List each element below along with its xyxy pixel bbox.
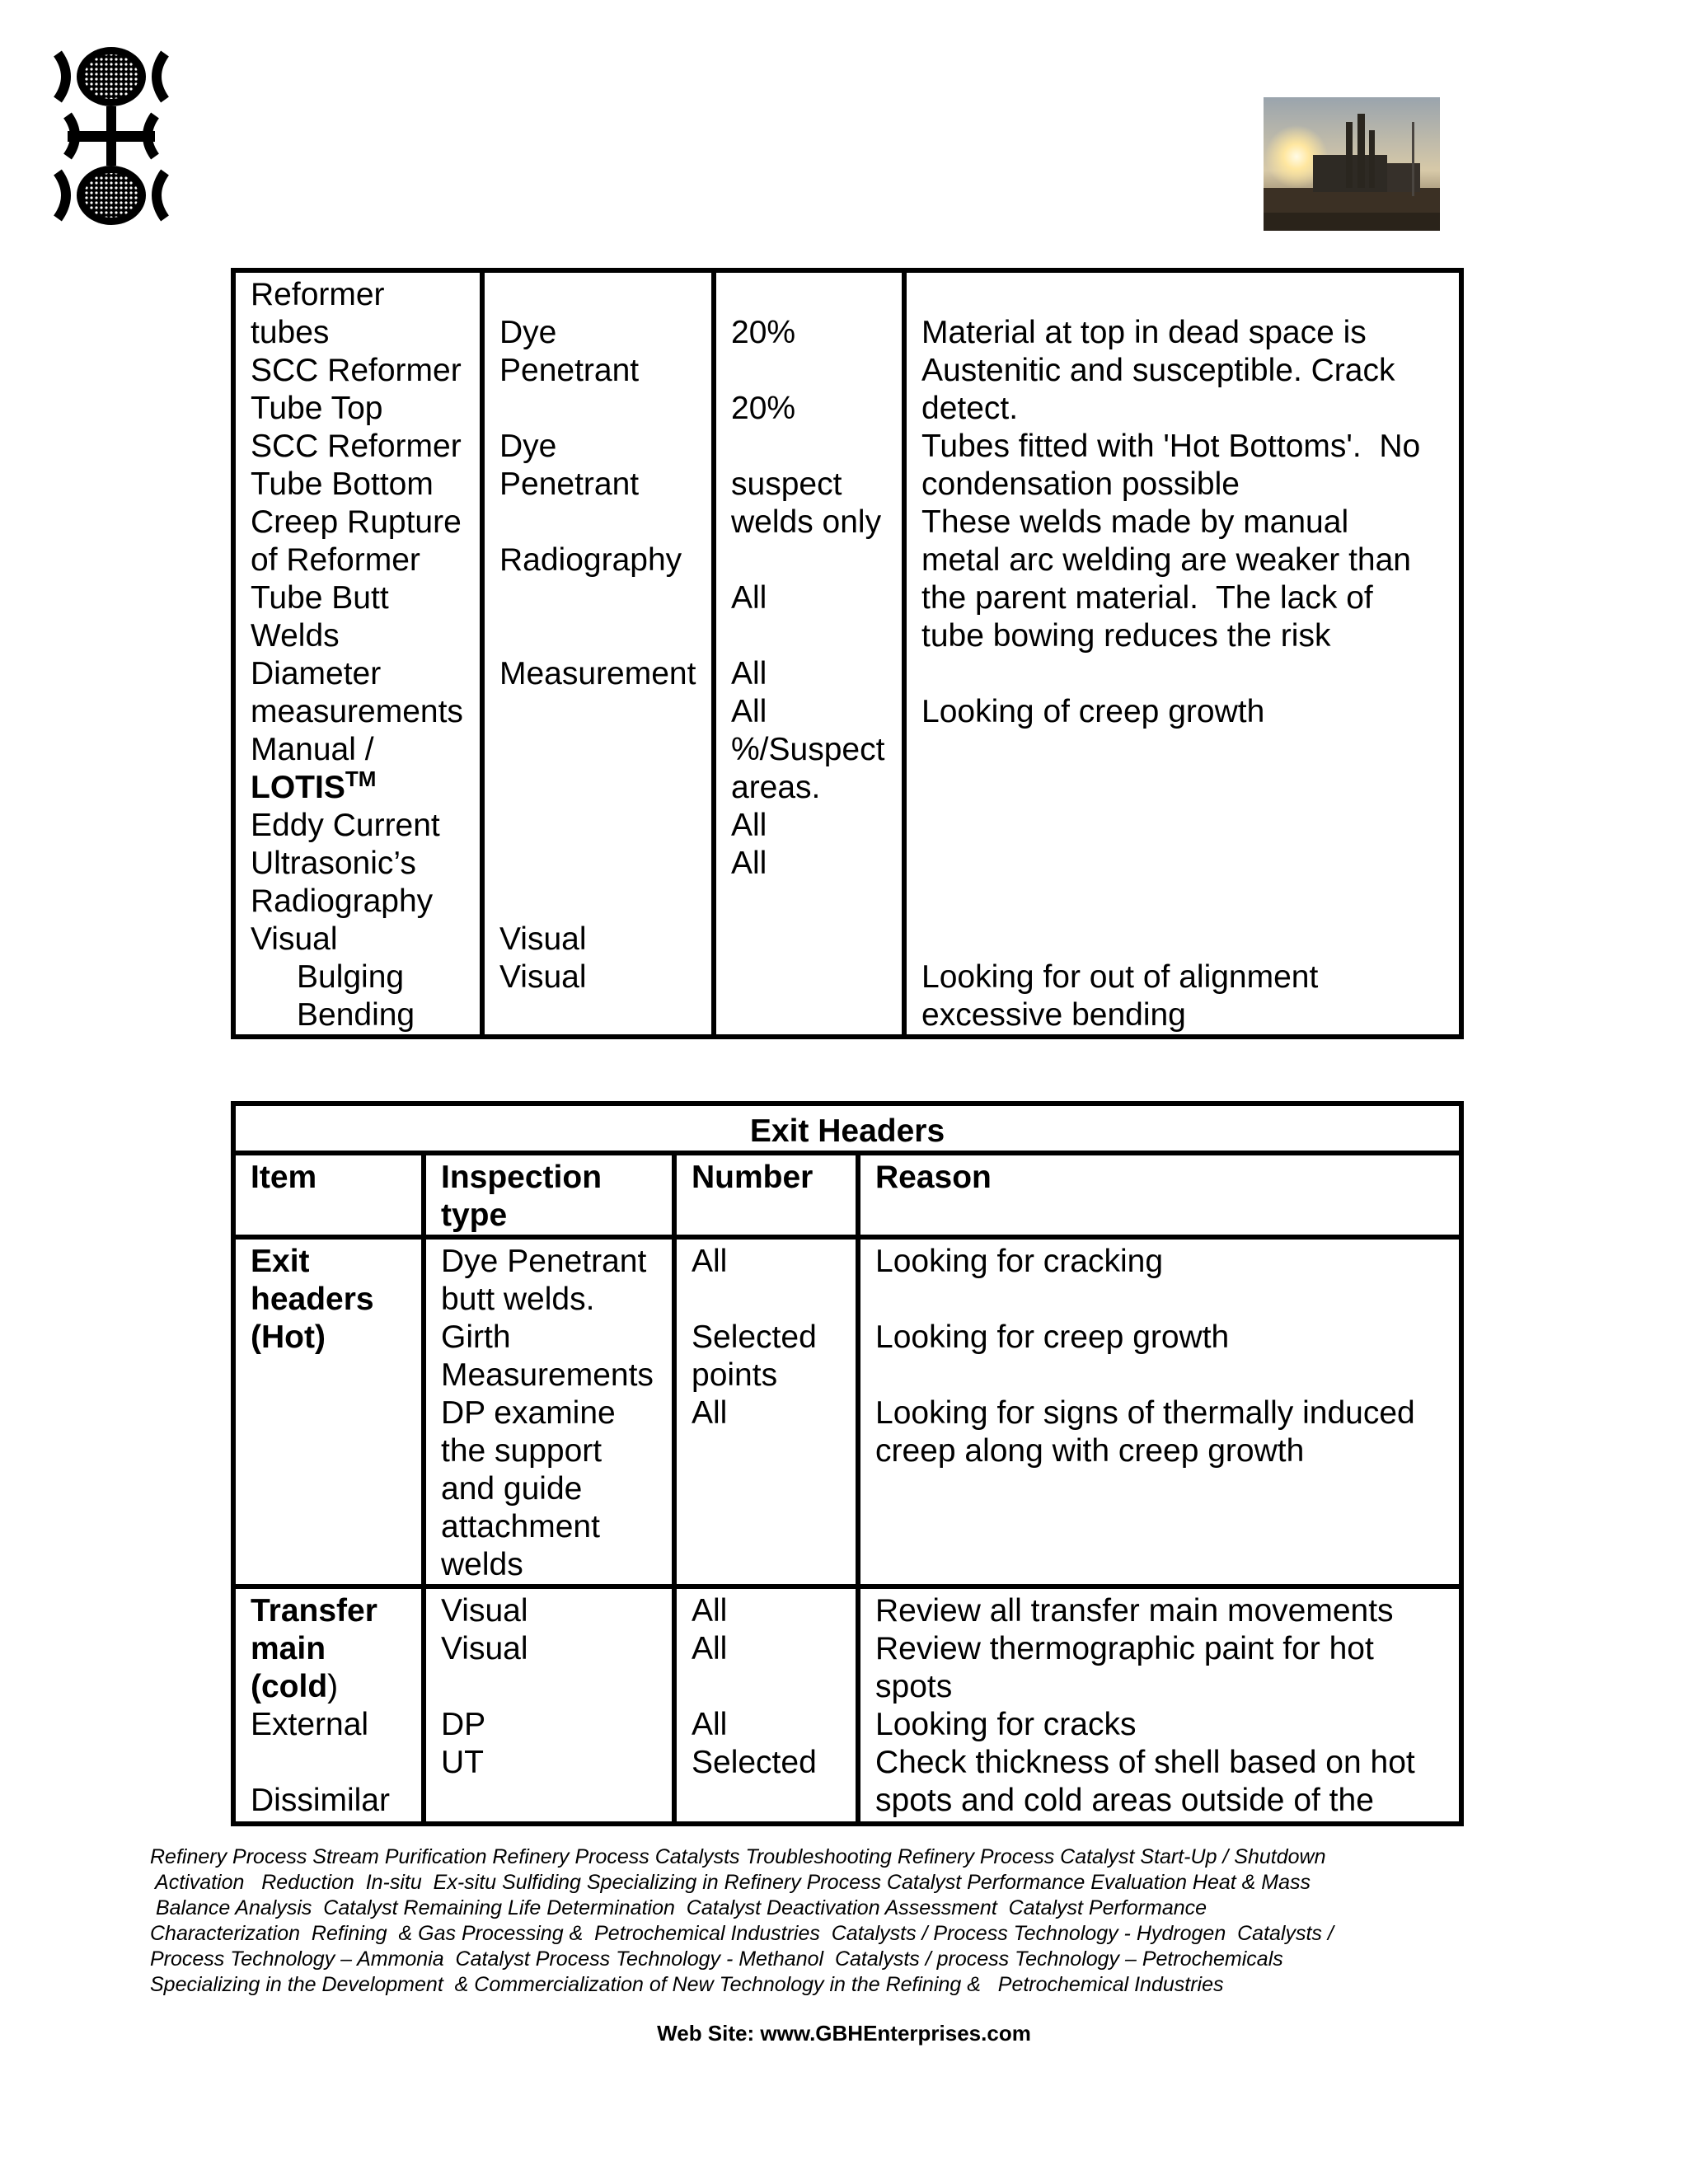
header-item xyxy=(233,1153,424,1237)
table-row xyxy=(233,1237,1461,1586)
reason-line xyxy=(921,731,1444,769)
item-line: measurements xyxy=(251,694,463,729)
item-line: Manual / xyxy=(251,732,374,767)
number-line: %/Suspect xyxy=(731,732,885,767)
reason-line xyxy=(921,276,1444,314)
reason-line xyxy=(921,769,1444,807)
item-line: Welds xyxy=(251,618,340,654)
number-column-cell xyxy=(714,270,904,1037)
number-line xyxy=(731,996,887,1034)
inspection-line: Dye xyxy=(499,315,557,350)
reason-line: spots xyxy=(875,1669,953,1704)
reformer-tubes-inspection-table xyxy=(231,268,1464,1039)
item-line: tubes xyxy=(251,315,330,350)
header-line: Item xyxy=(251,1160,317,1195)
inspection-line: Visual xyxy=(441,1593,528,1629)
reason-line: Check thickness of shell based on hot xyxy=(875,1745,1415,1780)
number-line xyxy=(731,617,887,655)
header-number xyxy=(674,1153,858,1237)
inspection-line xyxy=(499,731,696,769)
number-line: All xyxy=(731,846,767,881)
reason-line: Review all transfer main movements xyxy=(875,1593,1394,1629)
footer-line: Activation Reduction In-situ Ex-situ Sulfiding Specializing in Refinery Process Catalyst Performance Evaluation Heat & Mass xyxy=(150,1871,1311,1894)
reason-line xyxy=(921,655,1444,693)
item-line: Exit xyxy=(251,1244,310,1279)
number-line: Selected xyxy=(692,1319,817,1355)
inspection-line xyxy=(499,276,696,314)
table-row xyxy=(233,1586,1461,1824)
number-line: All xyxy=(692,1244,728,1279)
footer-line: Balance Analysis Catalyst Remaining Life Determination Catalyst Deactivation Assessment Catalyst Performance xyxy=(150,1896,1207,1919)
item-line: Radiography xyxy=(251,883,434,919)
reason-line: Looking for creep growth xyxy=(875,1319,1230,1355)
inspection-line xyxy=(499,693,696,731)
inspection-type-column-cell xyxy=(482,270,714,1037)
reason-line: Austenitic and susceptible. Crack xyxy=(921,353,1395,388)
item-line: (Hot) xyxy=(251,1319,326,1355)
exit-headers-inspection-table xyxy=(231,1101,1464,1826)
inspection-line: Measurements xyxy=(441,1357,654,1393)
inspection-cell xyxy=(424,1586,674,1824)
inspection-line: DP xyxy=(441,1707,486,1742)
inspection-line: Girth xyxy=(441,1319,511,1355)
refinery-sunset-photo xyxy=(1264,97,1440,231)
inspection-line: Visual xyxy=(499,921,587,957)
table-title-row xyxy=(233,1104,1461,1153)
item-line: main xyxy=(251,1631,326,1666)
inspection-line xyxy=(499,504,696,541)
table-header-row xyxy=(233,1153,1461,1237)
inspection-line: the support xyxy=(441,1433,603,1469)
inspection-line: attachment xyxy=(441,1509,600,1544)
reason-line: spots and cold areas outside of the xyxy=(875,1783,1374,1818)
item-line: headers xyxy=(251,1282,374,1317)
reason-line: These welds made by manual xyxy=(921,504,1349,540)
reason-line: Looking for cracking xyxy=(875,1244,1164,1279)
item-cell xyxy=(233,1237,424,1586)
header-reason xyxy=(858,1153,1461,1237)
inspection-line: Dye Penetrant xyxy=(441,1244,647,1279)
number-line: points xyxy=(692,1357,778,1393)
item-line: Creep Rupture xyxy=(251,504,462,540)
lotis-text: LOTIS xyxy=(251,770,345,805)
reason-line: tube bowing reduces the risk xyxy=(921,618,1331,654)
item-line: Dissimilar xyxy=(251,1783,390,1818)
reason-cell xyxy=(858,1586,1461,1824)
inspection-line: Visual xyxy=(441,1631,528,1666)
number-line xyxy=(731,428,887,466)
number-line: All xyxy=(731,656,767,691)
footer-line: Process Technology – Ammonia Catalyst Process Technology - Methanol Catalysts / process Technology – Petrochemicals xyxy=(150,1947,1283,1971)
inspection-line xyxy=(499,807,696,845)
footer-line: Characterization Refining & Gas Processing & Petrochemical Industries Catalysts / Process Technology - Hydrogen Catalysts / xyxy=(150,1922,1334,1945)
reason-line xyxy=(921,845,1444,883)
footer-line: Refinery Process Stream Purification Refinery Process Catalysts Troubleshooting Refinery Process Catalyst Start-Up / Shutdown xyxy=(150,1845,1326,1868)
reason-line: Looking for out of alignment xyxy=(921,959,1319,995)
reason-column-cell xyxy=(904,270,1461,1037)
number-line: All xyxy=(692,1395,728,1431)
inspection-line xyxy=(499,579,696,617)
inspection-line xyxy=(499,769,696,807)
number-line: areas. xyxy=(731,770,821,805)
inspection-cell xyxy=(424,1237,674,1586)
inspection-line: UT xyxy=(441,1745,484,1780)
number-line: All xyxy=(692,1707,728,1742)
item-line: Bulging xyxy=(297,959,405,995)
item-column-cell xyxy=(233,270,482,1037)
website-link[interactable]: Web Site: www.GBHEnterprises.com xyxy=(657,2021,1031,2046)
number-line: All xyxy=(692,1593,728,1629)
reason-line: condensation possible xyxy=(921,466,1240,502)
number-line xyxy=(731,541,887,579)
number-line: welds only xyxy=(731,504,882,540)
reason-line: Material at top in dead space is xyxy=(921,315,1367,350)
company-logo-icon xyxy=(49,37,173,235)
lotis-label xyxy=(251,766,465,807)
inspection-line: Radiography xyxy=(499,542,682,578)
number-line: 20% xyxy=(731,315,796,350)
number-line: All xyxy=(692,1631,728,1666)
inspection-line xyxy=(499,390,696,428)
item-close-paren: ) xyxy=(327,1669,339,1704)
reason-line: excessive bending xyxy=(921,997,1186,1033)
item-line: Eddy Current xyxy=(251,808,440,843)
number-line: All xyxy=(731,808,767,843)
inspection-line: Dye xyxy=(499,429,557,464)
number-line: 20% xyxy=(731,391,796,426)
number-cell xyxy=(674,1586,858,1824)
inspection-line: Visual xyxy=(499,959,587,995)
item-line: Visual xyxy=(251,921,338,957)
number-line: suspect xyxy=(731,466,842,502)
item-line: Tube Top xyxy=(251,391,383,426)
reason-line xyxy=(875,1357,1444,1394)
item-line: Diameter xyxy=(251,656,382,691)
inspection-line xyxy=(441,1668,657,1706)
header-line: Inspection xyxy=(441,1160,603,1195)
number-line: All xyxy=(731,580,767,616)
inspection-line: butt welds. xyxy=(441,1282,595,1317)
reason-line: Review thermographic paint for hot xyxy=(875,1631,1374,1666)
reason-line: detect. xyxy=(921,391,1019,426)
reason-line: creep along with creep growth xyxy=(875,1433,1305,1469)
reason-line: Looking for cracks xyxy=(875,1707,1137,1742)
table-row xyxy=(233,270,1461,1037)
number-line xyxy=(692,1281,841,1319)
number-line xyxy=(692,1668,841,1706)
number-line xyxy=(731,352,887,390)
inspection-line: welds xyxy=(441,1547,523,1582)
reason-line: Looking of creep growth xyxy=(921,694,1265,729)
number-line xyxy=(731,883,887,921)
reason-line: Tubes fitted with 'Hot Bottoms'. No xyxy=(921,429,1421,464)
inspection-line: Penetrant xyxy=(499,353,640,388)
reason-line xyxy=(875,1281,1444,1319)
inspection-line xyxy=(499,883,696,921)
item-line: Reformer xyxy=(251,277,385,312)
item-cell xyxy=(233,1586,424,1824)
reason-line xyxy=(921,921,1444,958)
inspection-line: Measurement xyxy=(499,656,696,691)
item-line xyxy=(251,1668,406,1706)
item-line xyxy=(251,1744,406,1782)
header-line: type xyxy=(441,1197,508,1233)
reason-cell xyxy=(858,1237,1461,1586)
item-bold-text: (cold xyxy=(251,1669,328,1704)
number-line xyxy=(731,958,887,996)
item-line: Tube Bottom xyxy=(251,466,434,502)
reason-line xyxy=(921,807,1444,845)
item-line: Tube Butt xyxy=(251,580,389,616)
inspection-line xyxy=(499,617,696,655)
reason-line: Looking for signs of thermally induced xyxy=(875,1395,1415,1431)
reason-line xyxy=(921,883,1444,921)
item-line: Ultrasonic’s xyxy=(251,846,416,881)
header-inspection-type xyxy=(424,1153,674,1237)
footer-services-text xyxy=(150,1844,1436,1998)
number-line: All xyxy=(731,694,767,729)
item-line: of Reformer xyxy=(251,542,420,578)
reason-line: metal arc welding are weaker than xyxy=(921,542,1411,578)
number-cell xyxy=(674,1237,858,1586)
number-line: Selected xyxy=(692,1745,817,1780)
table-title: Exit Headers xyxy=(233,1104,1461,1153)
header-line: Reason xyxy=(875,1160,992,1195)
header-line: Number xyxy=(692,1160,814,1195)
inspection-line: DP examine xyxy=(441,1395,616,1431)
reason-line: the parent material. The lack of xyxy=(921,580,1373,616)
footer-line: Specializing in the Development & Commercialization of New Technology in the Refining & Petrochemical Industries xyxy=(150,1973,1224,1996)
inspection-line xyxy=(499,845,696,883)
item-line: Bending xyxy=(297,997,415,1033)
item-line: Transfer xyxy=(251,1593,377,1629)
item-line: SCC Reformer xyxy=(251,429,462,464)
item-line: External xyxy=(251,1707,369,1742)
inspection-line: and guide xyxy=(441,1471,583,1507)
inspection-line xyxy=(499,996,696,1034)
item-line: SCC Reformer xyxy=(251,353,462,388)
number-line xyxy=(731,276,887,314)
number-line xyxy=(731,921,887,958)
trademark-sup: TM xyxy=(345,766,377,791)
inspection-line: Penetrant xyxy=(499,466,640,502)
